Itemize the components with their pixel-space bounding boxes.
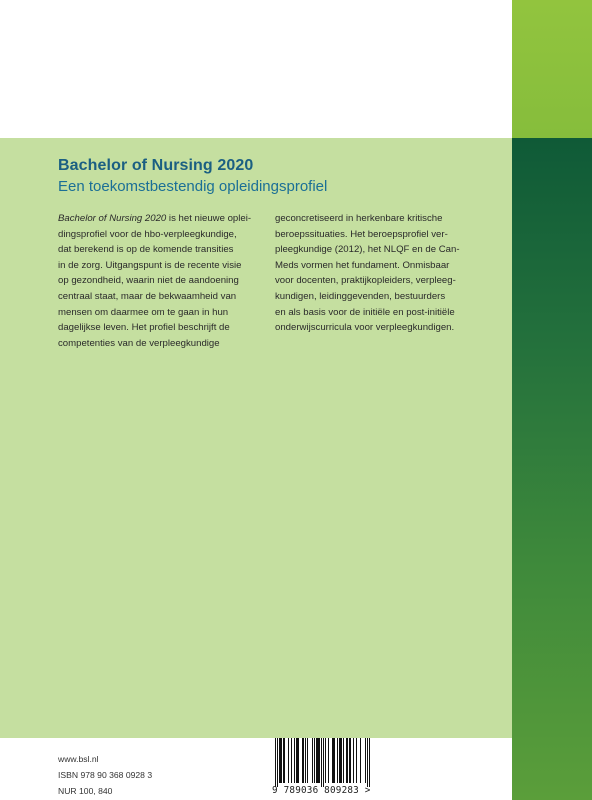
barcode-bar (337, 738, 338, 783)
barcode-bar (343, 738, 344, 783)
barcode-bar (305, 738, 306, 783)
spine-stripe-dark (512, 138, 592, 800)
barcode-bar (325, 738, 326, 783)
imprint-block (58, 751, 152, 799)
barcode-bar (296, 738, 297, 783)
barcode-bar (347, 738, 348, 783)
barcode-bar (356, 738, 357, 783)
isbn-text: ISBN 978 90 368 0928 3 (58, 770, 153, 780)
barcode-bar (281, 738, 282, 783)
barcode-bar (302, 738, 303, 783)
barcode-bar (332, 738, 333, 783)
barcode-bar (353, 738, 354, 783)
barcode-bar (323, 738, 324, 787)
barcode-bar (283, 738, 284, 783)
spine-stripe-light (512, 0, 592, 138)
barcode-bar (275, 738, 276, 787)
barcode-bar (341, 738, 342, 783)
barcode-bar (360, 738, 361, 783)
barcode-bar (346, 738, 347, 783)
barcode-bar (367, 738, 368, 787)
barcode-bar (333, 738, 334, 783)
barcode-bar (307, 738, 308, 783)
barcode-bar (291, 738, 292, 783)
barcode-bar (284, 738, 285, 783)
nur-text: NUR 100, 840 (58, 786, 113, 796)
barcode-bar (321, 738, 322, 787)
barcode-bar (288, 738, 289, 783)
barcode-bar (339, 738, 340, 783)
barcode-bar (294, 738, 295, 783)
barcode-bar (314, 738, 315, 783)
blurb-title-italic: Bachelor of Nursing 2020 (58, 213, 167, 224)
barcode-bar (334, 738, 335, 783)
barcode-bar (303, 738, 304, 783)
barcode-bar (349, 738, 350, 783)
book-title: Bachelor of Nursing 2020 (58, 157, 254, 174)
barcode (272, 738, 374, 800)
barcode-bar (318, 738, 319, 783)
barcode-bars (272, 738, 374, 788)
barcode-bar (317, 738, 318, 783)
barcode-bar (350, 738, 351, 783)
barcode-bar (328, 738, 329, 783)
book-subtitle: Een toekomstbestendig opleidingsprofiel (58, 178, 328, 195)
barcode-bar (319, 738, 320, 783)
barcode-bar (297, 738, 298, 783)
barcode-bar (279, 738, 280, 783)
barcode-bar (369, 738, 370, 787)
barcode-bar (298, 738, 299, 783)
publisher-website[interactable]: www.bsl.nl (58, 754, 99, 764)
barcode-bar (365, 738, 366, 783)
barcode-digits: 9 789036 809283 > (272, 785, 371, 796)
top-white-band (0, 0, 512, 138)
blurb-column-right: geconcretiseerd in herkenbare kritische beroepssituaties. Het beroepsprofiel ver- pleegkundige (2012), het NLQF en de Can- Meds vormen het fundament. Onmisbaar voor docenten, praktijkopleiders, verpleeg- kundigen, leidinggevenden, bestuurders en als basis voor de initiële en post-initiële onderwijscurricula voor verpleegkundigen. (275, 213, 460, 334)
barcode-bar (316, 738, 317, 783)
blurb-column-left (58, 211, 270, 351)
barcode-bar (312, 738, 313, 783)
barcode-bar (340, 738, 341, 783)
barcode-bar (280, 738, 281, 783)
blurb-text-left: is het nieuwe oplei- dingsprofiel voor de hbo-verpleegkundige, dat berekend is op de komende transities in de zorg. Uitgangspunt is de recente visie op gezondheid, waarin niet de aandoening centraal staat, maar de bekwaamheid van mensen om daarmee om te gaan in hun dagelijkse leven. Het profiel beschrijft de competenties van de verpleegkundige (58, 213, 252, 349)
barcode-bar (277, 738, 278, 787)
